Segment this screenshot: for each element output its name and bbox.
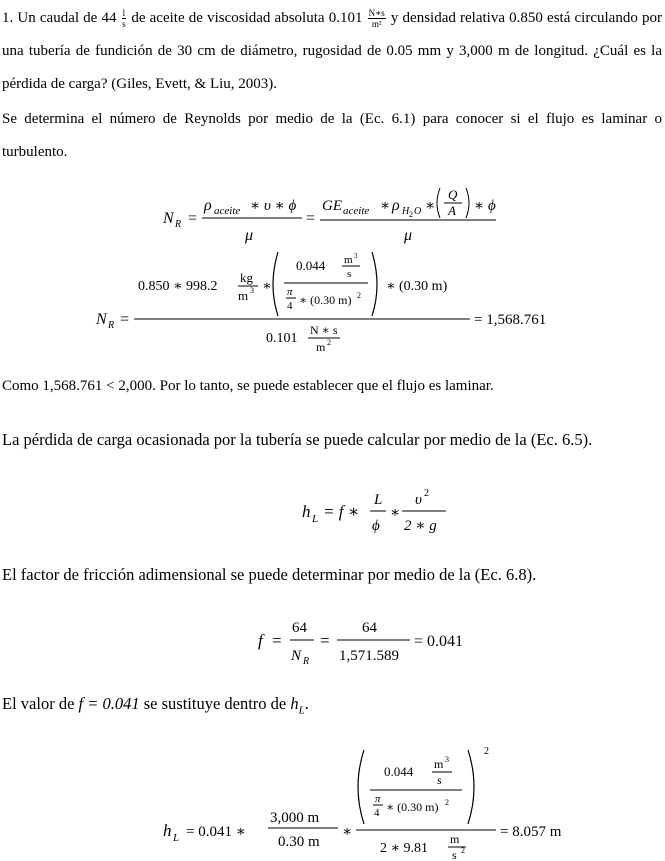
eq2-den-val: 0.101 <box>266 331 298 346</box>
eq2-val-044: 0.044 <box>296 258 326 273</box>
eq4-result: = 0.041 <box>414 633 464 650</box>
substitute-h-sub: L <box>298 704 305 717</box>
eq2-nr: N <box>96 311 107 328</box>
eq1-equals-2: = <box>306 210 316 227</box>
eq5-den-s-sq: 2 <box>461 846 465 855</box>
substitute-end: . <box>304 694 309 713</box>
eq5-den-s: s <box>452 848 457 861</box>
eq2-m: m <box>238 288 249 303</box>
eq3-h: h <box>302 502 311 521</box>
eq2-pi: π <box>287 286 293 298</box>
eq2-paren-right <box>372 252 377 316</box>
eq1-h2o-h: H <box>402 206 410 217</box>
equation-friction-factor <box>0 608 665 667</box>
eq5-diam-sq: 2 <box>445 798 449 807</box>
eq1-mult-2: ∗ <box>425 198 436 214</box>
eq4-den: 1,571.589 <box>339 648 399 664</box>
eq5-unit-s: s <box>437 773 442 787</box>
eq5-outer-sq: 2 <box>484 746 489 757</box>
substitute-f-expr: f = 0.041 <box>78 694 140 713</box>
eq3-phi: ϕ <box>372 518 380 534</box>
eq1-mult: ∗ <box>380 198 391 214</box>
flow-unit-num: l <box>122 8 126 19</box>
equation-reynolds-definition-svg <box>0 180 665 250</box>
equation-friction-factor-svg <box>0 608 665 678</box>
eq1-nr-sub: R <box>175 219 182 230</box>
laminar-conclusion: Como 1,568.761 < 2,000. Por lo tanto, se puede establecer que el flujo es laminar. <box>2 378 494 394</box>
eq5-result: = 8.057 m <box>500 824 562 840</box>
eq5-diam: ∗ (0.30 m) <box>386 800 439 814</box>
eq4-equals: = <box>272 631 282 650</box>
eq4-f: f <box>258 631 263 650</box>
eq3-equals-f: = f ∗ <box>323 502 360 521</box>
visc-unit-den: m² <box>371 19 382 30</box>
eq3-mult: ∗ <box>390 505 401 521</box>
problem-text-c: y densidad relativa 0.850 está circulando por una tubería de fundición de 30 cm de diámetro, rugosidad de 0.05 mm y 3,000 m de longitud. ¿Cuál es la pérdida de carga? (Giles, Evett, & Liu, 2003). <box>2 10 662 92</box>
eq4-64: 64 <box>292 620 307 636</box>
eq1-ge: GE <box>322 198 342 214</box>
eq4-64b: 64 <box>362 620 377 636</box>
eq1-mu: μ <box>245 227 254 244</box>
eq4-nr-sub: R <box>303 656 310 667</box>
eq5-paren-right <box>468 750 474 824</box>
eq4-nr: N <box>291 648 302 664</box>
eq2-diam-sq: 2 <box>357 291 361 300</box>
problem-text-a: 1. Un caudal de 44 <box>2 10 117 26</box>
problem-text-b: de aceite de viscosidad absoluta 0.101 <box>131 10 363 26</box>
headloss-intro: La pérdida de carga ocasionada por la tubería se puede calcular por medio de la (Ec. 6.5). <box>2 430 593 449</box>
substitute-b: se sustituye dentro de <box>143 694 287 713</box>
eq5-den: 2 ∗ 9.81 <box>380 841 429 856</box>
eq5-h-sub: L <box>173 832 180 844</box>
eq1-rho: ρ <box>204 197 212 214</box>
eq2-mult: ∗ <box>262 279 272 294</box>
eq1-nr: N <box>163 210 174 227</box>
eq4-equals-2: = <box>320 631 330 650</box>
eq5-val-044: 0.044 <box>384 764 414 779</box>
eq1-paren-left <box>437 188 440 218</box>
eq1-rho-sub: aceite <box>214 205 241 217</box>
eq5-paren-left <box>358 750 364 824</box>
reynolds-intro: Se determina el número de Reynolds por medio de la (Ec. 6.1) para conocer si el flujo es laminar o turbulento. <box>2 111 662 160</box>
eq2-four: 4 <box>287 300 293 312</box>
eq5-mult: ∗ <box>342 824 353 840</box>
eq5-pi: π <box>375 793 381 805</box>
eq2-m-cube: 3 <box>250 286 254 295</box>
visc-unit-fraction <box>368 8 386 29</box>
equation-headloss-definition <box>0 480 665 534</box>
eq2-diam: ∗ (0.30 m) <box>299 293 352 307</box>
eq5-den-m: m <box>450 832 460 846</box>
equation-reynolds-numeric <box>0 250 665 354</box>
eq2-equals: = <box>120 311 130 328</box>
eq2-result: = 1,568.761 <box>474 312 547 328</box>
equation-headloss-numeric-svg <box>0 742 665 861</box>
equation-reynolds-definition <box>0 180 665 244</box>
substitute-h: h <box>290 694 299 713</box>
eq1-q: Q <box>448 187 458 202</box>
eq2-unit-m: m <box>344 254 353 266</box>
eq1-rho-2: ρ <box>392 197 400 214</box>
eq3-v-sq: 2 <box>424 488 429 499</box>
eq1-phi: ∗ ϕ <box>474 198 496 214</box>
equation-headloss-numeric <box>0 742 665 861</box>
problem-statement <box>2 2 662 101</box>
eq5-unit-m: m <box>434 757 444 771</box>
eq2-unit-s: s <box>347 268 352 280</box>
equation-headloss-definition-svg <box>0 480 665 550</box>
flow-unit-fraction <box>122 8 127 29</box>
eq2-den-unit-sq: 2 <box>327 338 331 347</box>
eq5-four: 4 <box>374 807 380 819</box>
eq1-mu-2: μ <box>404 227 413 244</box>
eq2-tail: ∗ (0.30 m) <box>386 279 448 294</box>
eq2-paren-left <box>273 252 278 316</box>
eq1-equals: = <box>188 210 198 227</box>
eq2-den-unit-num: N ∗ s <box>310 323 338 337</box>
substitute-text <box>2 687 662 727</box>
eq3-v: υ <box>415 492 422 508</box>
eq2-den-unit-m: m <box>316 340 326 354</box>
flow-unit-den: s <box>122 19 126 30</box>
friction-intro: El factor de fricción adimensional se puede determinar por medio de la (Ec. 6.8). <box>2 565 537 584</box>
eq5-coef: = 0.041 ∗ <box>186 824 246 840</box>
substitute-a: El valor de <box>2 694 75 713</box>
eq1-h2o-2: 2 <box>409 210 413 219</box>
eq2-nr-sub: R <box>108 320 115 331</box>
eq3-l: L <box>374 492 383 508</box>
eq1-paren-right <box>466 188 469 218</box>
eq5-len: 3,000 m <box>270 810 320 826</box>
eq3-h-sub: L <box>312 513 319 525</box>
visc-unit-num: N∗s <box>368 8 385 19</box>
eq2-kg: kg <box>240 270 253 285</box>
eq1-v-phi: ∗ υ ∗ ϕ <box>250 198 297 214</box>
eq1-h2o-o: O <box>414 206 422 217</box>
eq5-h: h <box>163 821 172 840</box>
eq2-unit-cube: 3 <box>354 252 358 260</box>
equation-reynolds-numeric-svg <box>0 250 665 360</box>
eq3-den: 2 ∗ g <box>404 518 437 534</box>
eq1-ge-sub: aceite <box>343 205 370 217</box>
eq5-unit-cube: 3 <box>445 755 449 764</box>
eq2-num-left: 0.850 ∗ 998.2 <box>138 279 218 294</box>
eq1-a: A <box>448 203 456 218</box>
eq5-dia: 0.30 m <box>278 834 320 850</box>
